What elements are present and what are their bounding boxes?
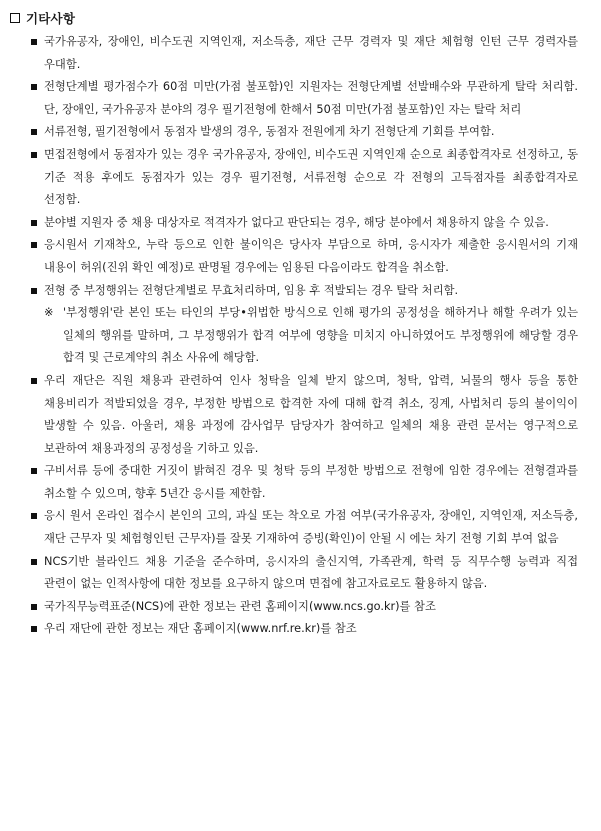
list-item [0, 31, 601, 76]
list-item-text: 전형단계별 평가점수가 60점 미만(가점 불포함)인 지원자는 전형단계별 선발배수와 무관하게 탈락 처리함. 단, 장애인, 국가유공자 분야의 경우 필기전형에 한해서 50점 미만(가점 불포함)인 자는 탈락 처리 [44, 80, 578, 116]
list-item [0, 596, 601, 619]
list-item-text: 국가유공자, 장애인, 비수도권 지역인재, 저소득층, 재단 근무 경력자 및 재단 체험형 인턴 근무 경력자를 우대함. [44, 35, 578, 71]
list-item [0, 460, 601, 505]
list-item-text: 우리 재단은 직원 채용과 관련하여 인사 청탁을 일체 받지 않으며, 청탁, 압력, 뇌물의 행사 등을 통한 채용비리가 적발되었을 경우, 부정한 방법으로 합격한 자에 대해 합격 취소, 징계, 사법처리 등의 불이익이 발생할 수 있음. 아울러, 채용 과정에 감사업무 담당자가 참여하고 일체의 채용 관련 문서는 영구적으로 보관하여 채용과정의 공정성을 기하고 있음. [44, 373, 578, 455]
list-item [0, 618, 601, 641]
section-heading [10, 9, 75, 27]
bullet-icon [31, 152, 37, 158]
list-item [0, 505, 601, 550]
list-item [0, 76, 601, 121]
list-item-text: 응시 원서 온라인 접수시 본인의 고의, 과실 또는 착오로 가점 여부(국가유공자, 장애인, 지역인재, 저소득층, 재단 근무자 및 체험형인턴 근무자)를 잘못 기재하여 증빙(확인)이 안될 시 에는 차기 전형 기회 부여 없음 [44, 509, 578, 546]
list-item [0, 370, 601, 460]
bullet-icon [31, 378, 37, 384]
bullet-icon [31, 84, 37, 90]
bullet-icon [31, 559, 37, 565]
list-item-text: 우리 재단에 관한 정보는 재단 홈페이지(www.nrf.re.kr)를 참조 [44, 622, 357, 636]
bullet-icon [31, 220, 37, 226]
square-box-icon [10, 13, 20, 23]
bullet-icon [31, 242, 37, 248]
list-item-text: NCS기반 블라인드 채용 기준을 준수하며, 응시자의 출신지역, 가족관계, 학력 등 직무수행 능력과 직접 관련이 없는 인적사항에 대한 정보를 요구하지 않으며 면접에 참고자료로도 활용하지 않음. [44, 554, 578, 591]
list-item-text: 국가직무능력표준(NCS)에 관한 정보는 관련 홈페이지(www.ncs.go.kr)를 참조 [44, 599, 436, 613]
reference-mark-icon: ※ [44, 306, 54, 320]
list-item-text: 구비서류 등에 중대한 거짓이 밝혀진 경우 및 청탁 등의 부정한 방법으로 전형에 임한 경우에는 전형결과를 취소할 수 있으며, 향후 5년간 응시를 제한함. [44, 464, 578, 500]
notice-list [0, 31, 601, 641]
list-item-text: 분야별 지원자 중 채용 대상자로 적격자가 없다고 판단되는 경우, 해당 분야에서 채용하지 않을 수 있음. [44, 215, 549, 229]
bullet-icon [31, 626, 37, 632]
bullet-icon [31, 468, 37, 474]
bullet-icon [31, 39, 37, 45]
bullet-icon [31, 513, 37, 519]
list-item [0, 551, 601, 596]
list-item-text: 응시원서 기재착오, 누락 등으로 인한 불이익은 당사자 부담으로 하며, 응시자가 제출한 응시원서의 기재 내용이 허위(진위 확인 예정)로 판명될 경우에는 임용된 다음이라도 합격을 취소함. [44, 238, 578, 274]
list-item [0, 212, 601, 235]
list-item-text: 서류전형, 필기전형에서 동점자 발생의 경우, 동점자 전원에게 차기 전형단계 기회를 부여함. [44, 125, 495, 139]
bullet-icon [31, 288, 37, 294]
list-item [0, 121, 601, 144]
list-item [0, 144, 601, 212]
list-item [0, 234, 601, 279]
note-text: '부정행위'란 본인 또는 타인의 부당•위법한 방식으로 인해 평가의 공정성을 해하거나 해할 우려가 있는 일체의 행위를 말하며, 그 부정행위가 합격 여부에 영향을 미치지 아니하였어도 부정행위에 해당할 경우 합격 및 근로계약의 취소 사유에 해당함. [63, 306, 578, 365]
bullet-icon [31, 129, 37, 135]
section-title: 기타사항 [26, 11, 76, 26]
list-item-text: 면접전형에서 동점자가 있는 경우 국가유공자, 장애인, 비수도권 지역인재 순으로 최종합격자로 선정하고, 동 기준 적용 후에도 동점자가 있는 경우 필기전형, 서류전형 순으로 각 전형의 고득점자를 최종합격자로 선정함. [44, 147, 578, 207]
note-item [0, 302, 601, 370]
bullet-icon [31, 604, 37, 610]
list-item [0, 280, 601, 303]
list-item-text: 전형 중 부정행위는 전형단계별로 무효처리하며, 임용 후 적발되는 경우 탈락 처리함. [44, 283, 459, 297]
